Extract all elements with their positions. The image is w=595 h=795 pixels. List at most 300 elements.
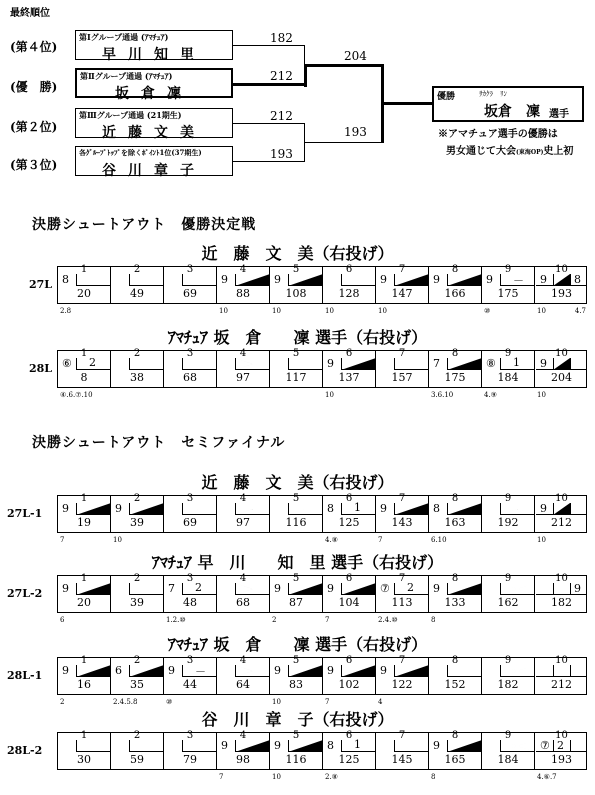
- spare-mark: [288, 274, 323, 286]
- frame-cell: [535, 573, 588, 612]
- pin-note: 10: [378, 307, 387, 315]
- strike-mark: [394, 358, 429, 370]
- winner-note: [446, 142, 573, 157]
- pin-note: 2: [272, 616, 277, 624]
- frame-score: 184: [497, 371, 519, 384]
- frame-score: 64: [236, 678, 250, 691]
- frame-cell: [429, 655, 482, 694]
- frame-number: 8: [451, 264, 459, 275]
- second-ball: 2: [89, 356, 96, 369]
- pin-note: 3.6.10: [431, 391, 454, 399]
- frame-number: 9: [504, 573, 512, 584]
- pin-note: 2.4.5.8: [113, 698, 138, 706]
- strike-mark: [182, 274, 217, 286]
- frame-number: 5: [292, 655, 300, 666]
- strike-mark: [235, 503, 270, 515]
- lane-label: 27L: [29, 278, 53, 291]
- frame-cell: [58, 573, 111, 624]
- spare-mark: [447, 583, 482, 595]
- strike-mark: [235, 583, 270, 595]
- score-sheet: [57, 655, 587, 706]
- strike-mark: [76, 274, 111, 286]
- frame-number: 5: [292, 348, 300, 359]
- rank-label: (第４位): [10, 40, 58, 54]
- frame-number: 1: [80, 348, 88, 359]
- lane-label: 28L-2: [7, 744, 43, 757]
- frame-number: 2: [133, 264, 141, 275]
- first-ball: 9: [433, 582, 440, 595]
- frame-number: 6: [345, 730, 353, 741]
- spare-mark: [288, 665, 323, 677]
- pin-note: 2: [60, 698, 65, 706]
- frame-number: 4: [239, 573, 247, 584]
- strike-mark: [341, 274, 376, 286]
- spare-mark: [447, 358, 482, 370]
- frame-number: 7: [398, 655, 406, 666]
- first-ball: 9: [327, 582, 334, 595]
- frame-cell: [376, 573, 429, 624]
- rank-label: (第３位): [10, 158, 58, 172]
- frame-number: 2: [133, 573, 141, 584]
- first-ball: 7: [168, 582, 175, 595]
- pin-note: 10: [272, 307, 281, 315]
- spare-mark: [553, 274, 570, 286]
- frame-score: 116: [285, 753, 307, 766]
- strike-mark: [570, 358, 587, 370]
- frame-score: 117: [285, 371, 307, 384]
- first-ball: 9: [380, 502, 387, 515]
- frame-number: 6: [345, 573, 353, 584]
- frame-score: 133: [444, 596, 466, 609]
- pin-note: 2.4.⑩: [378, 616, 398, 624]
- first-ball: 9: [274, 582, 281, 595]
- lane-label: 28L-1: [7, 669, 43, 682]
- score-sheet: [57, 348, 587, 399]
- pin-note: 2.⑧: [325, 773, 338, 781]
- first-ball: 8: [433, 502, 440, 515]
- frame-cell: [164, 493, 217, 532]
- strike-mark: [182, 740, 217, 752]
- frame-cell: [323, 573, 376, 624]
- tenth-ball: ⑦: [540, 739, 550, 752]
- frame-score: 16: [77, 678, 91, 691]
- spare-mark: [235, 274, 270, 286]
- strike-mark: [553, 665, 570, 677]
- frame-cell: [217, 573, 270, 612]
- frame-number: 10: [555, 573, 568, 584]
- frame-cell: [164, 655, 217, 706]
- frame-number: 2: [133, 655, 141, 666]
- player-name: 坂倉凜: [115, 86, 193, 102]
- frame-score: 128: [338, 287, 360, 300]
- frame-number: 3: [186, 493, 194, 504]
- pin-note: ⑩: [484, 307, 491, 315]
- frame-cell: [58, 730, 111, 769]
- pin-note: 4: [378, 698, 383, 706]
- frame-cell: [270, 493, 323, 532]
- frame-score: 175: [444, 371, 466, 384]
- frame-score: 116: [285, 516, 307, 529]
- frame-score: 192: [497, 516, 519, 529]
- first-ball: 9: [433, 273, 440, 286]
- frame-number: 7: [398, 573, 406, 584]
- frame-score: 39: [130, 596, 144, 609]
- frame-score: 163: [444, 516, 466, 529]
- pin-note: 7: [325, 698, 330, 706]
- winner-note: ※アマチュア選手の優勝は: [438, 129, 558, 140]
- frame-cell: [217, 493, 270, 532]
- frame-score: 147: [391, 287, 413, 300]
- first-ball: 9: [62, 664, 69, 677]
- strike-mark: [570, 665, 587, 677]
- frame-score: 59: [130, 753, 144, 766]
- frame-number: 4: [239, 348, 247, 359]
- section-title: 決勝シュートアウト 優勝決定戦: [32, 217, 257, 233]
- player-box: [75, 108, 233, 141]
- frame-number: 9: [504, 348, 512, 359]
- pin-note: 1.2.⑩: [166, 616, 186, 624]
- frame-cell: [111, 730, 164, 769]
- frame-cell: [58, 264, 111, 315]
- second-ball: 2: [407, 581, 414, 594]
- spare-mark: [553, 503, 570, 515]
- second-ball: 1: [513, 356, 520, 369]
- winner-label: 優勝: [437, 92, 456, 102]
- tenth-ball: 2: [557, 739, 564, 752]
- pin-note: 4.⑨: [484, 391, 497, 399]
- frame-number: 5: [292, 730, 300, 741]
- frame-cell: [58, 655, 111, 706]
- frame-cell: [535, 348, 588, 399]
- frame-score: 98: [236, 753, 250, 766]
- spare-mark: [447, 740, 482, 752]
- spare-mark: [235, 740, 270, 752]
- frame-number: 7: [398, 493, 406, 504]
- frame-cell: [111, 573, 164, 612]
- strike-mark: [500, 665, 535, 677]
- frame-cell: [164, 348, 217, 387]
- strike-mark: [553, 583, 570, 595]
- pin-note: 4.⑧: [325, 536, 338, 544]
- frame-score: 193: [551, 753, 572, 766]
- spare-mark: [394, 274, 429, 286]
- frame-number: 1: [80, 493, 88, 504]
- frame-number: 7: [398, 264, 406, 275]
- spare-mark: [76, 503, 111, 515]
- frame-cell: [482, 730, 535, 769]
- pin-note: ⑩: [166, 698, 173, 706]
- pin-note: 8: [431, 773, 436, 781]
- frame-cell: [429, 730, 482, 781]
- strike-mark: [536, 665, 553, 677]
- strike-mark: [394, 740, 429, 752]
- frame-cell: [323, 730, 376, 781]
- frame-score: 125: [338, 516, 360, 529]
- strike-mark: [235, 665, 270, 677]
- frame-cell: [270, 655, 323, 706]
- second-ball: 1: [354, 501, 361, 514]
- final-score: 193: [344, 125, 367, 139]
- strike-mark: [500, 583, 535, 595]
- strike-mark: [288, 503, 323, 515]
- ball-box: [341, 740, 376, 752]
- final-score: 204: [344, 49, 367, 63]
- frame-number: 8: [451, 730, 459, 741]
- spare-mark: [129, 503, 164, 515]
- frame-cell: [482, 348, 535, 399]
- frame-score: 35: [130, 678, 144, 691]
- group-label: 各ｸﾞﾙｰﾌﾟﾄｯﾌﾟを除くﾎﾟｲﾝﾄ1位(37期生): [79, 148, 202, 157]
- match-score: 212: [270, 69, 293, 83]
- frame-cell: [217, 655, 270, 694]
- strike-mark: [447, 665, 482, 677]
- ball-box: [500, 274, 535, 286]
- frame-cell: [376, 348, 429, 387]
- tenth-ball: 8: [574, 273, 581, 286]
- player-box: [75, 146, 233, 179]
- strike-mark: [129, 274, 164, 286]
- player-name: 近藤文美: [102, 125, 206, 141]
- spare-mark: [76, 665, 111, 677]
- spare-mark: [447, 274, 482, 286]
- frame-score: 8: [80, 371, 88, 384]
- first-ball: 9: [62, 582, 69, 595]
- frame-cell: [482, 655, 535, 694]
- frame-cell: [323, 264, 376, 315]
- lane-label: 27L-1: [7, 507, 43, 520]
- winner-suffix: 選手: [549, 109, 569, 120]
- frame-number: 1: [80, 655, 88, 666]
- frame-number: 9: [504, 493, 512, 504]
- frame-number: 4: [239, 730, 247, 741]
- frame-score: 182: [497, 678, 519, 691]
- frame-number: 7: [398, 348, 406, 359]
- pin-note: 10: [219, 307, 228, 315]
- frame-number: 8: [451, 493, 459, 504]
- frame-number: 6: [345, 655, 353, 666]
- frame-number: 10: [555, 493, 568, 504]
- spare-mark: [341, 665, 376, 677]
- spare-mark: [447, 503, 482, 515]
- first-ball: 9: [433, 739, 440, 752]
- player-heading: 近 藤 文 美（右投げ）: [201, 473, 394, 492]
- bracket-line: [304, 64, 382, 67]
- strike-mark: [182, 358, 217, 370]
- strike-mark: [288, 358, 323, 370]
- first-ball: 9: [327, 664, 334, 677]
- frame-number: 1: [80, 264, 88, 275]
- lane-label: 27L-2: [7, 587, 43, 600]
- frame-number: 8: [451, 655, 459, 666]
- section-title: 決勝シュートアウト セミファイナル: [32, 435, 286, 451]
- frame-cell: [270, 264, 323, 315]
- frame-score: 143: [391, 516, 413, 529]
- frame-cell: [323, 493, 376, 544]
- pin-note: 10: [325, 391, 334, 399]
- ball-box: [182, 665, 217, 677]
- first-ball: 9: [62, 502, 69, 515]
- strike-mark: [500, 740, 535, 752]
- frame-cell: [376, 493, 429, 544]
- match-score: 212: [270, 109, 293, 123]
- frame-number: 4: [239, 264, 247, 275]
- pin-note: 7: [325, 616, 330, 624]
- frame-number: 10: [555, 348, 568, 359]
- pin-note: 10: [272, 773, 281, 781]
- match-score: 193: [270, 147, 293, 161]
- frame-score: 157: [391, 371, 413, 384]
- frame-score: 83: [289, 678, 303, 691]
- frame-score: 20: [77, 287, 91, 300]
- frame-cell: [482, 264, 535, 315]
- first-ball: 8: [62, 273, 69, 286]
- frame-cell: [535, 730, 588, 781]
- frame-cell: [217, 348, 270, 387]
- first-ball: 8: [327, 502, 334, 515]
- first-ball: 9: [168, 664, 175, 677]
- player-heading: ｱﾏﾁｭｱ 坂 倉 凜 選手（右投げ）: [167, 635, 428, 654]
- spare-mark: [76, 583, 111, 595]
- score-sheet: [57, 493, 587, 544]
- strike-mark: [536, 583, 553, 595]
- frame-score: 38: [130, 371, 144, 384]
- frame-score: 193: [551, 287, 572, 300]
- frame-cell: [58, 348, 111, 399]
- frame-score: 125: [338, 753, 360, 766]
- score-sheet: [57, 730, 587, 781]
- tenth-ball: 9: [540, 357, 547, 370]
- frame-score: 204: [551, 371, 572, 384]
- tenth-ball: 9: [540, 502, 547, 515]
- frame-score: 48: [183, 596, 197, 609]
- frame-number: 4: [239, 493, 247, 504]
- pin-note: 10: [537, 391, 546, 399]
- pin-note: 10: [272, 698, 281, 706]
- frame-score: 212: [551, 678, 572, 691]
- spare-mark: [341, 583, 376, 595]
- pin-note: 10: [113, 536, 122, 544]
- first-ball: 9: [380, 664, 387, 677]
- strike-mark: [129, 740, 164, 752]
- player-heading: 谷 川 章 子（右投げ）: [201, 710, 394, 729]
- ball-box: [500, 358, 535, 370]
- strike-mark: [182, 503, 217, 515]
- frame-number: 8: [451, 573, 459, 584]
- frame-cell: [376, 264, 429, 315]
- player-heading: ｱﾏﾁｭｱ 早 川 知 里 選手（右投げ）: [151, 553, 444, 572]
- frame-number: 10: [555, 655, 568, 666]
- frame-number: 2: [133, 730, 141, 741]
- frame-score: 104: [338, 596, 360, 609]
- first-ball: 6: [115, 664, 122, 677]
- group-label: 第Ⅲグループ通過 (21期生): [79, 110, 182, 120]
- strike-mark: [235, 358, 270, 370]
- frame-cell: [482, 573, 535, 612]
- bracket-line: [305, 142, 381, 143]
- rank-label: (優 勝): [10, 80, 58, 94]
- frame-score: 97: [236, 371, 250, 384]
- player-heading: ｱﾏﾁｭｱ 坂 倉 凜 選手（右投げ）: [167, 328, 428, 347]
- frame-score: 108: [285, 287, 307, 300]
- frame-cell: [482, 493, 535, 532]
- first-ball: 7: [433, 357, 440, 370]
- first-ball: 9: [486, 273, 493, 286]
- frame-score: 44: [183, 678, 197, 691]
- player-heading: 近 藤 文 美（右投げ）: [201, 244, 394, 263]
- frame-score: 182: [551, 596, 572, 609]
- frame-number: 3: [186, 348, 194, 359]
- score-sheet: [57, 573, 587, 624]
- bracket-line: [233, 161, 305, 162]
- frame-cell: [323, 348, 376, 399]
- frame-cell: [164, 730, 217, 769]
- frame-score: 68: [236, 596, 250, 609]
- frame-cell: [111, 264, 164, 303]
- frame-number: 6: [345, 493, 353, 504]
- second-ball: 2: [195, 581, 202, 594]
- player-box: [75, 68, 233, 102]
- first-ball: ⑦: [380, 582, 390, 595]
- note-text: 史上初: [543, 146, 574, 157]
- spare-mark: [288, 740, 323, 752]
- first-ball: 9: [380, 273, 387, 286]
- frame-score: 39: [130, 516, 144, 529]
- frame-score: 166: [444, 287, 466, 300]
- frame-score: 162: [497, 596, 519, 609]
- frame-cell: [217, 730, 270, 781]
- frame-number: 5: [292, 573, 300, 584]
- frame-cell: [376, 730, 429, 769]
- frame-cell: [429, 573, 482, 624]
- player-name: 早川知里: [102, 47, 206, 63]
- strike-mark: [570, 503, 587, 515]
- frame-cell: [376, 655, 429, 706]
- frame-cell: [429, 264, 482, 303]
- player-box: [75, 30, 233, 63]
- spare-mark: [394, 503, 429, 515]
- first-ball: 9: [115, 502, 122, 515]
- frame-number: 8: [451, 348, 459, 359]
- ball-box: [570, 740, 587, 752]
- frame-number: 9: [504, 655, 512, 666]
- rank-label: (第２位): [10, 120, 58, 134]
- frame-cell: [164, 264, 217, 303]
- strike-mark: [129, 583, 164, 595]
- pin-note: ④.6.⑦.10: [60, 391, 93, 399]
- frame-cell: [429, 493, 482, 544]
- frame-score: 88: [236, 287, 250, 300]
- ball-box: [394, 583, 429, 595]
- frame-cell: [270, 348, 323, 387]
- frame-score: 113: [391, 596, 413, 609]
- spare-mark: [288, 583, 323, 595]
- tenth-ball: 9: [540, 273, 547, 286]
- first-ball: 9: [274, 273, 281, 286]
- frame-score: 68: [183, 371, 197, 384]
- frame-score: 145: [391, 753, 413, 766]
- frame-score: 19: [77, 516, 91, 529]
- spare-mark: [553, 358, 570, 370]
- frame-score: 30: [77, 753, 91, 766]
- frame-cell: [111, 493, 164, 544]
- first-ball: 9: [274, 739, 281, 752]
- frame-cell: [58, 493, 111, 544]
- pin-note: 10: [325, 307, 334, 315]
- frame-cell: [535, 264, 588, 315]
- frame-number: 5: [292, 493, 300, 504]
- pin-note: 7: [378, 536, 383, 544]
- frame-score: 184: [497, 753, 519, 766]
